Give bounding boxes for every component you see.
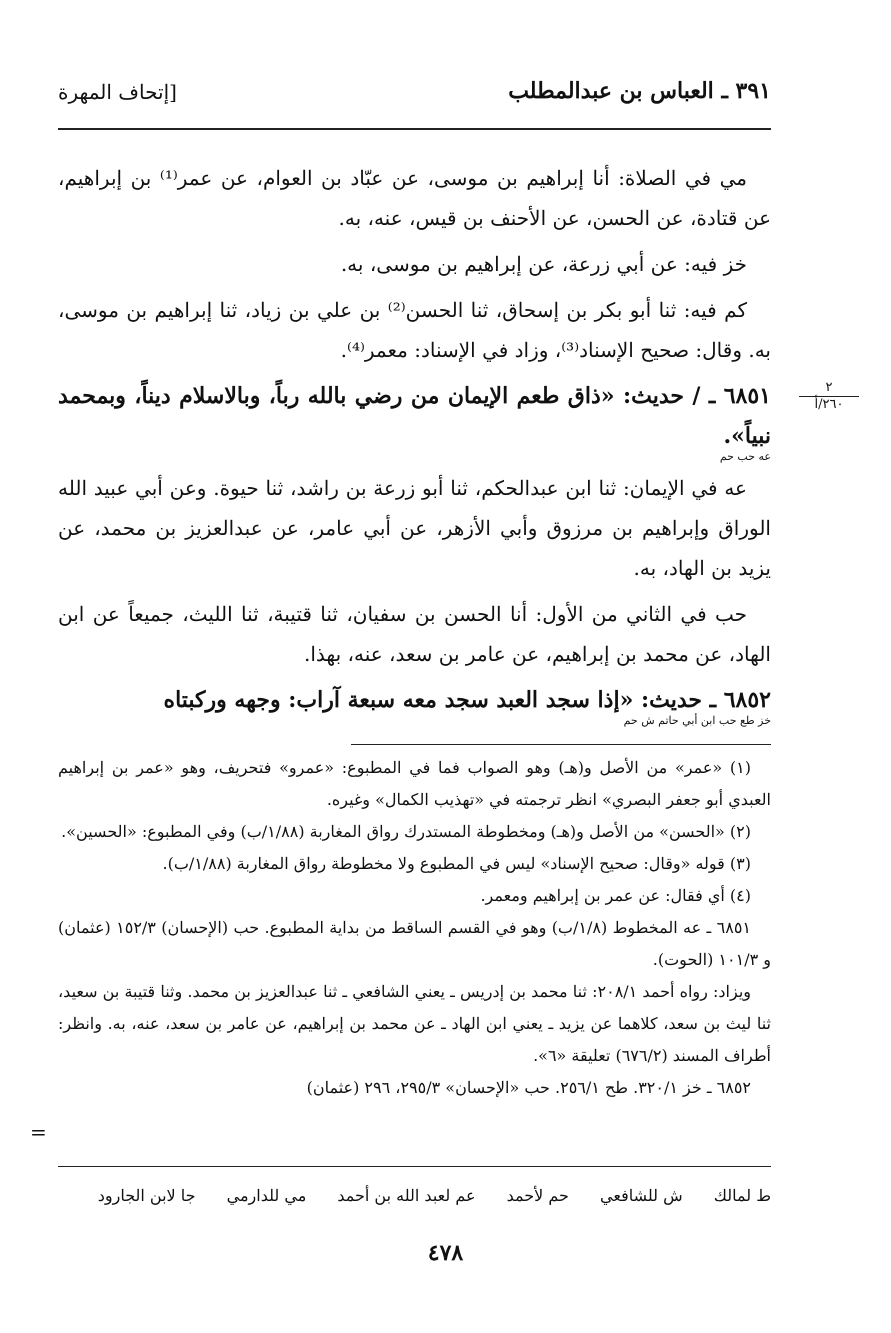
margin-note-folio: ٢٦٠/أ <box>799 396 859 413</box>
footnote: ويزاد: رواه أحمد ٢٠٨/١: ثنا محمد بن إدريس ـ يعني الشافعي ـ ثنا عبدالعزيز بن محمد. وثنا قتيبة بن سعيد، ثنا ليث بن سعد، كلاهما عن يزيد ـ يعني ابن الهاد ـ عن محمد بن إبراهيم، عن عامر بن سعد، عنه، به. وانظر: أطراف المسند (٦٧٦/٢) تعليقة «٦». <box>58 982 771 1065</box>
abbreviations-key <box>58 1182 771 1210</box>
abbreviation: حم لأحمد <box>506 1186 569 1205</box>
paragraph: مي في الصلاة: أنا إبراهيم بن موسى، عن عبّاد بن العوام، عن عمر⁽¹⁾ بن إبراهيم، عن قتادة، عن الحسن، عن الأحنف بن قيس، عنه، به. <box>58 166 771 230</box>
abbreviation: عم لعبد الله بن أحمد <box>337 1186 476 1205</box>
abbreviation: مي للدارمي <box>226 1186 307 1205</box>
paragraph: خز فيه: عن أبي زرعة، عن إبراهيم بن موسى، به. <box>340 252 747 276</box>
hadith-6852-heading: ٦٨٥٢ ـ حديث: «إذا سجد العبد سجد معه سبعة آراب: وجهه وركبتاه <box>163 687 771 713</box>
footnote: ٦٨٥١ ـ عه المخطوط (١/٨/ب) وهو في القسم الساقط من بداية المطبوع. حب (الإحسان) ١٥٢/٣ (عثمان) و ١٠١/٣ (الحوت). <box>58 918 771 969</box>
footnotes <box>58 752 771 1104</box>
footnote: ٦٨٥٢ ـ خز ٣٢٠/١. طح ٢٥٦/١. حب «الإحسان» ٢٩٥/٣، ٢٩٦ (عثمان) <box>306 1078 751 1097</box>
header-book-title: [إتحاف المهرة <box>58 80 177 104</box>
margin-note <box>799 380 859 413</box>
footnote: (٤) أي فقال: عن عمر بن إبراهيم ومعمر. <box>480 886 751 905</box>
page-number: ٤٧٨ <box>427 1240 464 1266</box>
hadith-6851-heading: ٦٨٥١ ـ / حديث: «ذاق طعم الإيمان من رضي بالله رباً، وبالاسلام ديناً، وبمحمد نبياً». <box>58 383 771 449</box>
main-text <box>58 158 771 732</box>
abbreviation: ط لمالك <box>713 1186 771 1205</box>
paragraph: كم فيه: ثنا أبو بكر بن إسحاق، ثنا الحسن⁽²⁾ بن علي بن زياد، ثنا إبراهيم بن موسى، به. وقال: صحيح الإسناد⁽³⁾، وزاد في الإسناد: معمر⁽⁴⁾. <box>58 298 771 362</box>
abbreviation: ش للشافعي <box>600 1186 683 1205</box>
footnote: (٣) قوله «وقال: صحيح الإسناد» ليس في المطبوع ولا مخطوطة رواق المغاربة (١/٨٨/ب). <box>162 854 751 873</box>
paragraph: حب في الثاني من الأول: أنا الحسن بن سفيان، ثنا قتيبة، ثنا الليث، جميعاً عن ابن الهاد، عن محمد بن إبراهيم، عن عامر بن سعد، عنه، بهذا. <box>58 602 771 666</box>
continuation-mark: = <box>30 1120 47 1144</box>
margin-note-number: ٢ <box>825 380 833 395</box>
footnote-rule <box>351 744 771 745</box>
running-header <box>58 78 771 114</box>
abbreviations-rule <box>58 1166 771 1167</box>
hadith-6851-sigla: عه حب حم <box>719 450 771 463</box>
paragraph: عه في الإيمان: ثنا ابن عبدالحكم، ثنا أبو زرعة بن راشد، ثنا حيوة. وعن أبي عبيد الله الوراق وإبراهيم بن مرزوق وأبي الأزهر، عن أبي عامر، عن عبدالعزيز بن محمد، عن يزيد بن الهاد، به. <box>58 476 771 580</box>
footnote: (١) «عمر» من الأصل و(هـ) وهو الصواب فما في المطبوع: «عمرو» فتحريف، وهو «عمر بن إبراهيم العبدي أبو جعفر البصري» انظر ترجمته في «تهذيب الكمال» وغيره. <box>58 758 771 809</box>
footnote: (٢) «الحسن» من الأصل و(هـ) ومخطوطة المستدرك رواق المغاربة (١/٨٨/ب) وفي المطبوع: «الحسين». <box>61 822 751 841</box>
header-rule <box>58 128 771 130</box>
header-title: ٣٩١ ـ العباس بن عبدالمطلب <box>508 78 771 104</box>
hadith-6852-sigla: خز طع حب ابن أبي حاتم ش حم <box>623 714 771 727</box>
abbreviation: جا لابن الجارود <box>97 1186 196 1205</box>
